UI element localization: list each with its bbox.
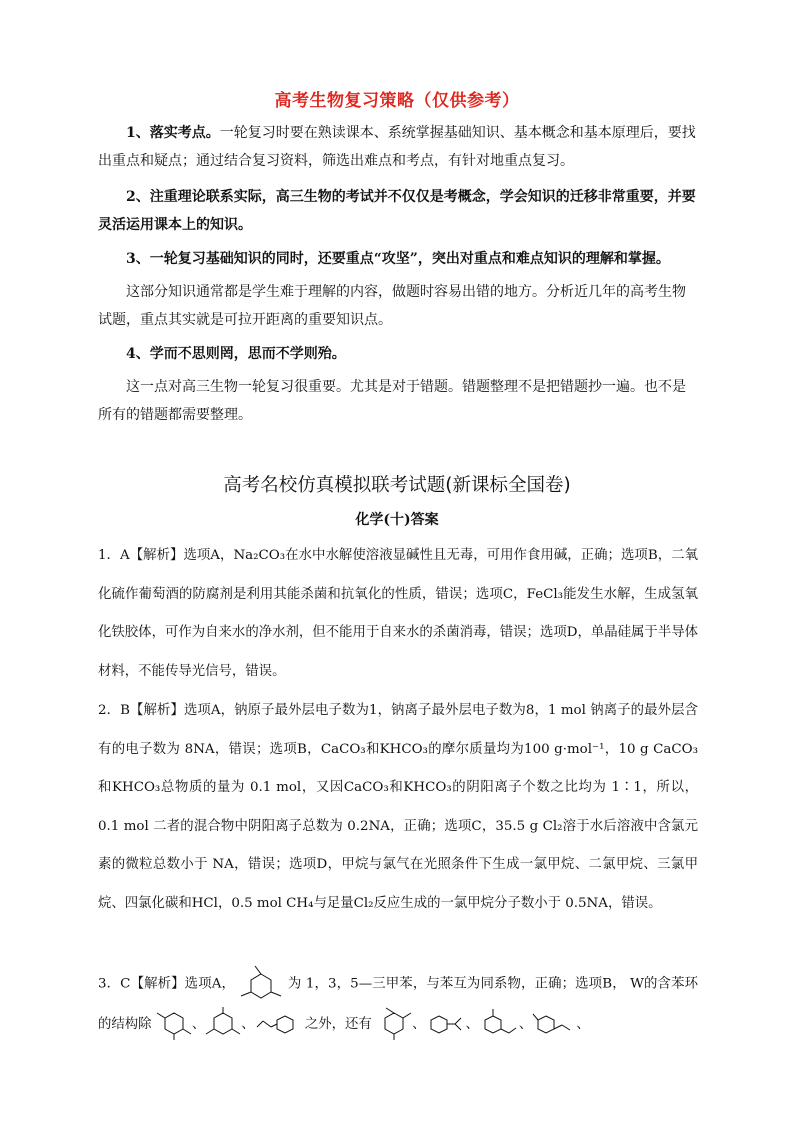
p4-heading: 4、学而不思则罔，思而不学则殆。 — [126, 346, 346, 362]
p4-text: 这一点对高三生物一轮复习很重要。尤其是对于错题。错题整理不是把错题抄一遍。也不是所有的错题都需要整理。 — [98, 379, 686, 423]
trimethylbenzene-structure-icon — [156, 1007, 192, 1041]
answer-3-sep6: 、 — [576, 1016, 590, 1032]
answer-3-part3: 之外，还有 — [304, 1016, 372, 1032]
answer-3-part2: 为 1，3，5—三甲苯，与苯互为同系物，正确；选项B， W的含苯环的结构除 — [98, 976, 698, 1032]
ortho-ethyltoluene-structure-icon — [479, 1008, 519, 1040]
isopropylbenzene-structure-icon — [425, 1009, 465, 1039]
answer-1-text: 1．A【解析】选项A，Na₂CO₃在水中水解使溶液显碱性且无毒，可用作食用碱，正确；选项B，二氧化硫作葡萄酒的防腐剂是利用其能杀菌和抗氧化的性质，错误；选项C，FeCl₃能发生水解，生成氢氧化铁胶体，可作为自来水的净水剂，但不能用于自来水的杀菌消毒，错误；选项D，单晶硅属于半导体材料，不能传导光信号，错误。 — [98, 548, 698, 679]
ethyltoluene-structure-icon — [376, 1007, 412, 1041]
meta-ethyltoluene-structure-icon — [532, 1008, 576, 1040]
exam-title: 高考名校仿真模拟联考试题(新课标全国卷) — [223, 475, 571, 496]
strategy-paragraph-3 — [98, 245, 698, 334]
answer-3 — [98, 964, 698, 1045]
exam-subtitle: 化学(十)答案 — [355, 512, 439, 528]
answer-2 — [98, 692, 698, 924]
mesitylene-structure-icon — [239, 964, 283, 1004]
strategy-paragraph-2 — [98, 183, 698, 239]
answer-3-sep2: 、 — [241, 1016, 255, 1032]
answer-3-sep5: 、 — [518, 1016, 533, 1032]
propylbenzene-structure-icon — [255, 1009, 301, 1039]
p1-text: 一轮复习时要在熟读课本、系统掌握基础知识、基本概念和基本原理后，要找出重点和疑点；通过结合复习资料，筛选出难点和考点，有针对地重点复习。 — [98, 125, 696, 169]
p3-text: 这部分知识通常都是学生难于理解的内容，做题时容易出错的地方。分析近几年的高考生物试题，重点其实就是可拉开距离的重要知识点。 — [98, 284, 686, 328]
answer-3-sep1: 、 — [191, 1016, 206, 1032]
answer-3-sep4: 、 — [465, 1016, 479, 1032]
answer-3-sep3: 、 — [412, 1016, 426, 1032]
answer-2-text: 2．B【解析】选项A，钠原子最外层电子数为1，钠离子最外层电子数为8，1 mol 钠离子的最外层含有的电子数为 8NA，错误；选项B，CaCO₃和KHCO₃的摩尔质量均为100 g·mol⁻¹，10 g CaCO₃和KHCO₃总物质的量为 0.1 mol，又因CaCO₃和KHCO₃的阴阳离子个数之比均为 1∶1，所以，0.1 mol 二者的混合物中阴阳离子总数为 0.2NA，正确；选项C，35.5 g Cl₂溶于水后溶液中含氯元素的微粒总数小于 NA，错误；选项D，甲烷与氯气在光照条件下生成一氯甲烷、二氯甲烷、三氯甲烷、四氯化碳和HCl，0.5 mol CH₄与足量Cl₂反应生成的一氯甲烷分子数小于 0.5NA，错误。 — [98, 703, 698, 911]
strategy-paragraph-4 — [98, 340, 698, 429]
p2-text: 2、注重理论联系实际，高三生物的考试并不仅仅是考概念，学会知识的迁移非常重要，并要灵活运用课本上的知识。 — [98, 189, 696, 233]
strategy-title: 高考生物复习策略（仅供参考） — [274, 91, 520, 111]
answer-1 — [98, 537, 698, 691]
strategy-paragraph-1 — [98, 119, 698, 175]
trimethylbenzene-isomer-icon — [205, 1007, 241, 1041]
answer-3-part1: 3．C【解析】选项A， — [98, 976, 236, 992]
p3-heading: 3、一轮复习基础知识的同时，还要重点“攻坚”，突出对重点和难点知识的理解和掌握。 — [126, 251, 670, 267]
p1-heading: 1、落实考点。 — [126, 125, 220, 141]
